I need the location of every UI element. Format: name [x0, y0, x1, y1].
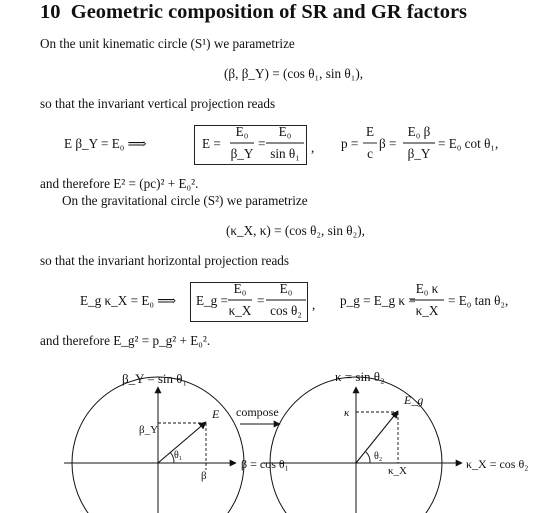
- gravitational-title: κ = sin θ₂: [335, 369, 385, 384]
- frac6-numerator: E₀: [279, 281, 293, 296]
- section-title: Geometric composition of SR and GR factors: [70, 1, 468, 23]
- frac4-numerator: E₀ β: [407, 124, 431, 139]
- equation-grav-comma: ,: [312, 297, 316, 312]
- gravitational-vector-label: E_g: [404, 393, 424, 407]
- equation-vertical-left: E β_Y = E₀ ⟹: [64, 136, 147, 151]
- frac3-denominator: c: [367, 146, 373, 161]
- gravitational-circle-diagram: [262, 369, 528, 513]
- paragraph-gravitational-circle: On the gravitational circle (S²) we parametrize: [62, 193, 308, 208]
- gravitational-kappa-label: κ: [344, 407, 350, 419]
- frac3-numerator: E: [365, 124, 375, 139]
- paragraph-energy-relation: and therefore E² = (pc)² + E₀².: [40, 176, 199, 191]
- gravitational-kappa-x-label: κ_X: [388, 465, 407, 477]
- boxed-grav-equals: =: [257, 293, 265, 308]
- gravitational-theta-label: θ₂: [374, 451, 383, 462]
- boxed-energy-lhs: E =: [202, 136, 221, 151]
- paragraph-vertical-projection: so that the invariant vertical projection reads: [40, 96, 276, 111]
- gravitational-angle-arc: [366, 452, 370, 463]
- frac1-denominator: β_Y: [230, 146, 254, 161]
- frac7-numerator: E₀ κ: [415, 281, 439, 296]
- kinematic-theta-label: θ₁: [174, 450, 183, 461]
- compose-label: compose: [236, 405, 279, 419]
- momentum-beta: β =: [379, 136, 397, 151]
- kinematic-beta-label: β: [201, 470, 207, 482]
- paragraph-kinematic-circle: On the unit kinematic circle (S¹) we parametrize: [40, 36, 295, 51]
- paragraph-horizontal-projection: so that the invariant horizontal projection reads: [40, 253, 290, 268]
- boxed-grav-lhs: E_g =: [196, 293, 228, 308]
- kinematic-beta-y-label: β_Y: [139, 424, 159, 436]
- frac6-denominator: cos θ₂: [270, 303, 302, 318]
- gravitational-x-equation: κ_X = cos θ₂: [466, 457, 529, 471]
- frac4-denominator: β_Y: [407, 146, 431, 161]
- frac2-denominator: sin θ₁: [270, 146, 300, 161]
- frac5-denominator: κ_X: [228, 303, 252, 318]
- frac2-numerator: E₀: [278, 124, 292, 139]
- momentum-rhs: = E₀ cot θ₁,: [438, 136, 499, 151]
- boxed-equals: =: [258, 136, 266, 151]
- frac5-numerator: E₀: [233, 281, 247, 296]
- equation-kinematic-param: (β, β_Y) = (cos θ₁, sin θ₁),: [224, 66, 364, 81]
- kinematic-vector-label: E: [212, 407, 220, 421]
- equation-comma: ,: [311, 140, 315, 155]
- momentum-lhs: p =: [341, 136, 359, 151]
- grav-momentum-rhs: = E₀ tan θ₂,: [448, 293, 509, 308]
- frac7-denominator: κ_X: [415, 303, 439, 318]
- section-number: 10: [40, 1, 61, 23]
- equation-gravitational-param: (κ_X, κ) = (cos θ₂, sin θ₂),: [226, 223, 365, 238]
- kinematic-title: β_Y = sin θ₁: [122, 371, 188, 386]
- kinematic-x-equation: β = cos θ₁: [241, 457, 289, 471]
- kinematic-circle-diagram: [64, 371, 289, 513]
- compose-arrow-group: [236, 405, 280, 424]
- equation-horizontal-left: E_g κ_X = E₀ ⟹: [80, 293, 177, 308]
- fraction-bars: [228, 143, 444, 300]
- frac1-numerator: E₀: [235, 124, 249, 139]
- paragraph-grav-energy-relation: and therefore E_g² = p_g² + E₀².: [40, 333, 211, 348]
- grav-momentum-lhs: p_g = E_g κ =: [340, 293, 416, 308]
